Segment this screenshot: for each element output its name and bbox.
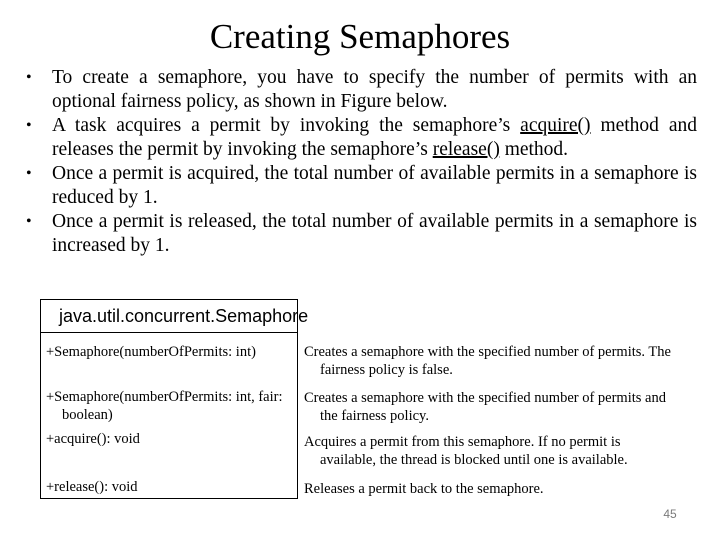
bullet-item — [0, 66, 720, 114]
uml-class-diagram — [40, 299, 309, 499]
release-method-ref: release() — [432, 139, 500, 160]
bullet-marker: • — [26, 117, 32, 134]
uml-method-line: +Semaphore(numberOfPermits: int, fair: — [46, 389, 283, 405]
bullet-marker: • — [26, 165, 32, 182]
uml-method — [46, 343, 256, 361]
bullet-text-pre: A task acquires a permit by invoking the semaphore’s — [52, 115, 521, 136]
description-line: Creates a semaphore with the specified number of permits. The — [304, 344, 671, 360]
uml-method — [46, 430, 140, 448]
uml-method-line: +release(): void — [46, 479, 138, 495]
page-number: 45 — [663, 507, 677, 521]
method-description — [304, 480, 704, 498]
bullet-marker: • — [26, 213, 32, 230]
description-line: Releases a permit back to the semaphore. — [304, 481, 544, 497]
acquire-method-ref: acquire() — [520, 115, 591, 136]
description-line-cont: available, the thread is blocked until one is available. — [320, 452, 628, 468]
bullet-item — [0, 162, 720, 210]
bullet-text: Once a permit is acquired, the total number of available permits in a semaphore is reduced by 1. — [52, 163, 697, 208]
uml-method-line: +acquire(): void — [46, 431, 140, 447]
method-description — [304, 433, 704, 469]
description-line: Acquires a permit from this semaphore. If no permit is — [304, 434, 621, 450]
uml-method — [46, 478, 138, 496]
slide-title: Creating Semaphores — [209, 17, 511, 56]
uml-method — [46, 388, 283, 424]
uml-method-line: +Semaphore(numberOfPermits: int) — [46, 344, 256, 360]
bullet-text: To create a semaphore, you have to specify the number of permits with an optional fairness policy, as shown in Figure below. — [52, 67, 697, 112]
bullet-text: Once a permit is released, the total number of available permits in a semaphore is increased by 1. — [52, 211, 697, 256]
description-line: Creates a semaphore with the specified number of permits and — [304, 390, 666, 406]
method-description — [304, 343, 704, 379]
description-line-cont: fairness policy is false. — [320, 362, 453, 378]
uml-class-name: java.util.concurrent.Semaphore — [41, 300, 297, 333]
bullet-marker: • — [26, 69, 32, 86]
uml-method-line-cont: boolean) — [62, 407, 113, 423]
bullet-item — [0, 210, 720, 258]
description-line-cont: the fairness policy. — [320, 408, 429, 424]
bullet-text-post: method. — [499, 139, 569, 160]
method-description — [304, 389, 704, 425]
bullet-item — [0, 114, 720, 162]
bullet-list — [0, 66, 720, 258]
bullet-text-mid: method and releases the permit by invoking the semaphore’s — [52, 115, 697, 160]
